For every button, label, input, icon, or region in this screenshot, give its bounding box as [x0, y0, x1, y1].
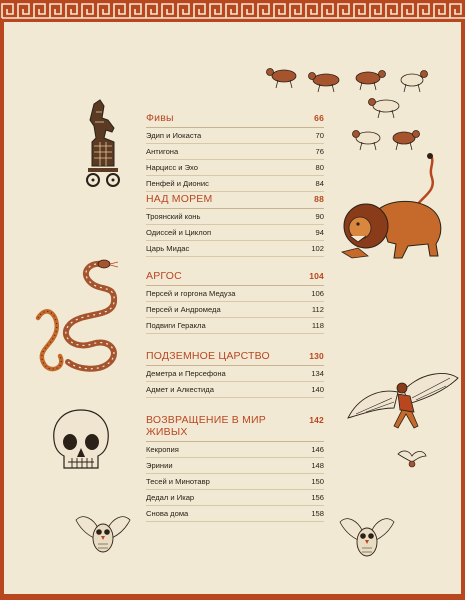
toc-entry[interactable]: [146, 160, 324, 176]
toc-entry[interactable]: [146, 225, 324, 241]
right-border: [461, 22, 465, 600]
toc-entry[interactable]: [146, 318, 324, 334]
bottom-border: [0, 594, 465, 600]
sheep-herd-icon: [262, 62, 432, 158]
entry-page: 70: [315, 131, 324, 140]
trojan-horse-icon: [82, 98, 124, 190]
toc-section-over-sea: [146, 193, 324, 257]
entry-title: Персей и горгона Медуза: [146, 289, 236, 298]
entry-title: Кекропия: [146, 445, 179, 454]
entry-title: Тесей и Минотавр: [146, 477, 210, 486]
section-title: ВОЗВРАЩЕНИЕ В МИР ЖИВЫХ: [146, 414, 266, 438]
toc-entry[interactable]: [146, 442, 324, 458]
section-title: НАД МОРЕМ: [146, 193, 213, 205]
skull-icon: [50, 408, 112, 478]
entry-page: 106: [311, 289, 324, 298]
entry-page: 102: [311, 244, 324, 253]
entry-page: 148: [311, 461, 324, 470]
entry-page: 118: [311, 321, 324, 330]
toc-section-return: [146, 414, 324, 522]
entry-page: 140: [311, 385, 324, 394]
toc-entry[interactable]: [146, 302, 324, 318]
section-page: 130: [309, 351, 324, 361]
toc-entry[interactable]: [146, 286, 324, 302]
entry-page: 150: [311, 477, 324, 486]
section-title: ПОДЗЕМНОЕ ЦАРСТВО: [146, 350, 270, 362]
entry-page: 94: [315, 228, 324, 237]
entry-title: Эринии: [146, 461, 173, 470]
entry-title: Одиссей и Циклоп: [146, 228, 212, 237]
entry-title: Подвиги Геракла: [146, 321, 206, 330]
section-title: Фивы: [146, 112, 174, 124]
falling-bird-icon: [396, 446, 428, 472]
greek-key-border: [0, 0, 465, 22]
entry-title: Троянский конь: [146, 212, 201, 221]
entry-title: Царь Мидас: [146, 244, 190, 253]
section-heading[interactable]: [146, 414, 324, 442]
toc-entry[interactable]: [146, 474, 324, 490]
section-page: 142: [309, 415, 324, 425]
entry-title: Пенфей и Дионис: [146, 179, 209, 188]
entry-page: 80: [315, 163, 324, 172]
toc-entry[interactable]: [146, 458, 324, 474]
entry-page: 76: [315, 147, 324, 156]
section-page: 66: [314, 113, 324, 123]
toc-section-underworld: [146, 350, 324, 398]
snakes-icon: [30, 258, 142, 378]
section-page: 88: [314, 194, 324, 204]
entry-page: 146: [311, 445, 324, 454]
entry-page: 84: [315, 179, 324, 188]
toc-entry[interactable]: [146, 176, 324, 192]
toc-entry[interactable]: [146, 506, 324, 522]
owl-icon-right: [338, 512, 396, 562]
toc-entry[interactable]: [146, 366, 324, 382]
entry-page: 134: [311, 369, 324, 378]
toc-entry[interactable]: [146, 490, 324, 506]
section-heading[interactable]: [146, 193, 324, 209]
toc-entry[interactable]: [146, 209, 324, 225]
entry-title: Эдип и Иокаста: [146, 131, 202, 140]
entry-title: Дедал и Икар: [146, 493, 195, 502]
section-title: АРГОС: [146, 270, 182, 282]
entry-title: Снова дома: [146, 509, 189, 518]
toc-entry[interactable]: [146, 382, 324, 398]
section-heading[interactable]: [146, 270, 324, 286]
entry-title: Деметра и Персефона: [146, 369, 226, 378]
entry-title: Адмет и Алкестида: [146, 385, 214, 394]
entry-page: 156: [311, 493, 324, 502]
left-border: [0, 22, 4, 600]
section-heading[interactable]: [146, 350, 324, 366]
entry-title: Антигона: [146, 147, 179, 156]
entry-title: Персей и Андромеда: [146, 305, 221, 314]
toc-entry[interactable]: [146, 241, 324, 257]
toc-section-argos: [146, 270, 324, 334]
lion-icon: [338, 152, 456, 264]
entry-page: 112: [311, 305, 324, 314]
entry-title: Нарцисс и Эхо: [146, 163, 198, 172]
entry-page: 158: [311, 509, 324, 518]
owl-icon-left: [74, 508, 132, 558]
entry-page: 90: [315, 212, 324, 221]
section-page: 104: [309, 271, 324, 281]
icarus-icon: [342, 368, 460, 448]
